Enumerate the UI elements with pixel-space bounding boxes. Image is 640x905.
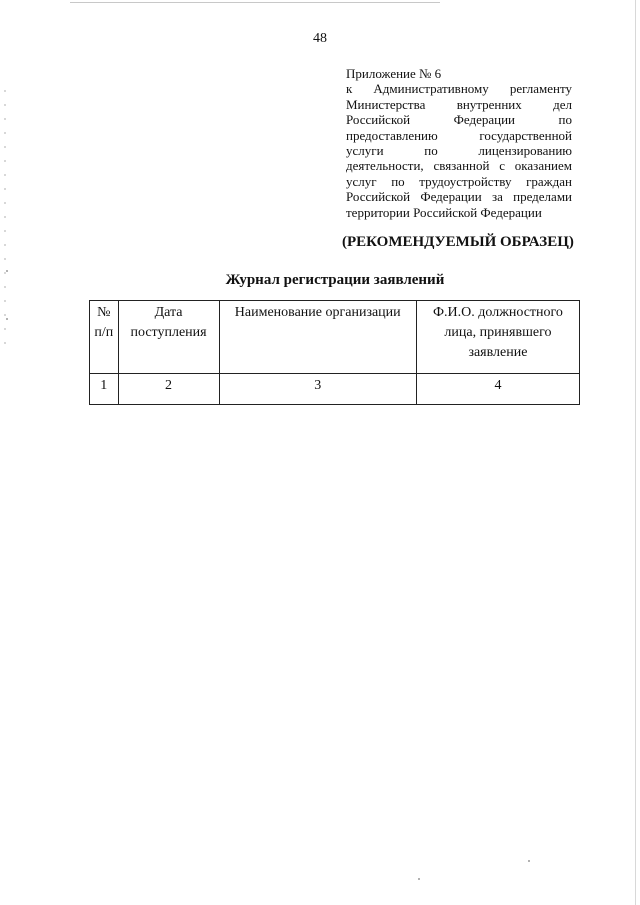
journal-table [89, 300, 580, 405]
header-number: № п/п [90, 301, 119, 374]
table-cell: 1 [90, 374, 119, 405]
appendix-line: услуги по лицензированию [346, 143, 572, 159]
recommended-sample-label: (РЕКОМЕНДУЕМЫЙ ОБРАЗЕЦ) [342, 234, 574, 250]
appendix-line: Российской Федерации по [346, 112, 572, 128]
appendix-line: Российской Федерации за пределами [346, 189, 572, 205]
scan-speck [418, 878, 420, 880]
appendix-line: к Административному регламенту [346, 81, 572, 97]
header-official: Ф.И.О. должностного лица, принявшего заявление [416, 301, 579, 374]
table-cell: 4 [416, 374, 579, 405]
appendix-line: деятельности, связанной с оказанием [346, 158, 572, 174]
scan-speck [6, 270, 8, 272]
appendix-line: Приложение № 6 [346, 66, 442, 81]
table-row [90, 374, 580, 405]
header-date: Дата поступления [118, 301, 219, 374]
appendix-line: предоставлению государственной [346, 127, 572, 143]
scan-speck [528, 860, 530, 862]
table-cell: 3 [219, 374, 416, 405]
scan-artifact-edge [635, 0, 636, 905]
table-cell: 2 [118, 374, 219, 405]
table-header-row [90, 301, 580, 374]
journal-title: Журнал регистрации заявлений [225, 272, 445, 288]
appendix-line: территории Российской Федерации [346, 204, 542, 220]
header-organization: Наименование организации [219, 301, 416, 374]
scan-artifact-top [70, 2, 440, 3]
appendix-line: Министерства внутренних дел [346, 96, 572, 112]
appendix-header [346, 66, 572, 220]
scan-speck [6, 318, 8, 320]
page-number: 48 [313, 31, 327, 46]
appendix-line: услуг по трудоустройству граждан [346, 173, 572, 189]
scan-artifact-left [4, 90, 6, 350]
